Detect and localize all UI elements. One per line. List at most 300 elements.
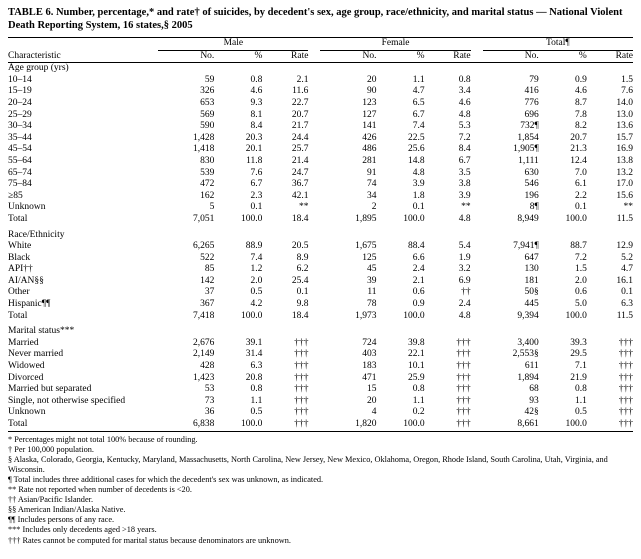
row-label: API†† bbox=[8, 264, 33, 275]
cell-total-pct: 100.0 bbox=[565, 213, 587, 224]
header-male-no: No. bbox=[200, 50, 215, 61]
cell-female-pct: 100.0 bbox=[403, 419, 425, 429]
table-row bbox=[8, 361, 633, 373]
cell-female-pct: 3.9 bbox=[412, 179, 425, 190]
cell-male-pct: 8.1 bbox=[250, 109, 263, 120]
cell-gap bbox=[308, 419, 320, 431]
cell-gap-2 bbox=[471, 214, 483, 226]
header-gap bbox=[308, 38, 320, 51]
cell-total-pct: 100.0 bbox=[565, 310, 587, 321]
cell-male-no: 162 bbox=[200, 190, 215, 201]
table-row bbox=[8, 144, 633, 156]
cell-female-pct: 0.2 bbox=[412, 407, 425, 418]
cell-male-pct: 20.8 bbox=[245, 372, 263, 383]
cell-female-pct: 1.1 bbox=[412, 74, 425, 85]
cell-female-rate: ††† bbox=[456, 337, 471, 348]
cell-gap-2 bbox=[471, 253, 483, 265]
cell-female-rate: ††† bbox=[456, 419, 471, 429]
table-row bbox=[8, 191, 633, 203]
cell-gap bbox=[308, 349, 320, 361]
cell-total-rate: 13.0 bbox=[616, 109, 633, 120]
cell-total-no: 79 bbox=[529, 74, 539, 85]
cell-total-no: 1,905¶ bbox=[513, 144, 539, 155]
cell-total-pct: 29.5 bbox=[570, 349, 587, 360]
cell-male-rate: 8.9 bbox=[296, 252, 309, 263]
cell-total-no: 416 bbox=[524, 86, 539, 97]
cell-male-pct: 88.9 bbox=[245, 241, 263, 252]
cell-female-no: 123 bbox=[362, 97, 377, 108]
footnote-item: ** Rate not reported when number of decedents is <20. bbox=[8, 485, 192, 495]
row-label: Married bbox=[8, 337, 39, 348]
cell-female-rate: 6.7 bbox=[458, 155, 471, 166]
cell-female-pct: 0.1 bbox=[412, 202, 425, 213]
cell-female-pct: 7.4 bbox=[412, 121, 425, 132]
cell-gap-2 bbox=[471, 144, 483, 156]
cell-total-pct: 5.0 bbox=[574, 299, 587, 310]
cell-female-no: 183 bbox=[362, 361, 377, 372]
cell-total-no: 696 bbox=[524, 109, 539, 120]
cell-female-pct: 25.6 bbox=[407, 144, 425, 155]
cell-total-pct: 0.1 bbox=[574, 202, 587, 213]
group-header-male: Male bbox=[158, 38, 308, 51]
cell-total-rate: 15.6 bbox=[616, 190, 633, 201]
footnote-item: ¶¶ Includes persons of any race. bbox=[8, 515, 115, 525]
cell-female-no: 281 bbox=[362, 155, 377, 166]
row-label: White bbox=[8, 241, 32, 252]
cell-total-rate: ** bbox=[623, 202, 633, 213]
cell-gap-2 bbox=[471, 86, 483, 98]
cell-male-rate: ††† bbox=[294, 407, 309, 418]
cell-male-rate: ** bbox=[298, 202, 309, 213]
cell-gap bbox=[308, 299, 320, 311]
cell-male-pct: 0.5 bbox=[250, 287, 263, 298]
cell-female-pct: 22.1 bbox=[407, 349, 425, 360]
cell-gap-2 bbox=[471, 373, 483, 385]
cell-total-rate: 0.1 bbox=[621, 287, 633, 298]
cell-female-pct: 0.6 bbox=[412, 287, 425, 298]
section-header-row bbox=[8, 326, 633, 338]
cell-total-rate: ††† bbox=[618, 337, 633, 348]
cell-gap-2 bbox=[471, 110, 483, 122]
cell-total-rate: 14.0 bbox=[616, 97, 633, 108]
cell-male-no: 1,423 bbox=[192, 372, 215, 383]
header-female-pct: % bbox=[416, 50, 425, 61]
cell-male-pct: 7.6 bbox=[250, 167, 263, 178]
row-label: 35–44 bbox=[8, 132, 32, 143]
cell-male-no: 73 bbox=[204, 395, 215, 406]
footnote-item: *** Includes only decedents aged >18 years. bbox=[8, 525, 157, 535]
cell-gap-2 bbox=[471, 241, 483, 253]
suicides-table bbox=[8, 37, 633, 432]
cell-female-no: 2 bbox=[371, 202, 377, 213]
cell-female-no: 45 bbox=[367, 264, 377, 275]
cell-male-no: 522 bbox=[200, 252, 215, 263]
cell-total-rate: ††† bbox=[618, 419, 633, 429]
table-row bbox=[8, 373, 633, 385]
row-label-total: Total bbox=[8, 419, 28, 429]
cell-female-rate: ††† bbox=[456, 361, 471, 372]
cell-male-no: 5 bbox=[209, 202, 215, 213]
cell-female-rate: ** bbox=[461, 202, 471, 213]
cell-gap bbox=[308, 168, 320, 180]
table-row bbox=[8, 98, 633, 110]
row-label: 25–29 bbox=[8, 109, 32, 120]
cell-male-pct: 0.5 bbox=[250, 407, 263, 418]
cell-male-rate: ††† bbox=[294, 395, 309, 406]
cell-female-rate: 0.8 bbox=[458, 74, 471, 85]
table-row bbox=[8, 86, 633, 98]
cell-total-no: 7,941¶ bbox=[513, 241, 539, 252]
cell-total-no: 93 bbox=[529, 395, 539, 406]
cell-male-rate: 18.4 bbox=[291, 310, 309, 321]
cell-female-pct: 6.5 bbox=[412, 97, 425, 108]
cell-gap bbox=[308, 110, 320, 122]
footnote-item: ††† Rates cannot be computed for marital status because denominators are unknown. bbox=[8, 535, 291, 545]
table-header bbox=[8, 38, 633, 63]
section-header-row bbox=[8, 63, 633, 75]
cell-male-no: 7,418 bbox=[192, 310, 215, 321]
cell-total-rate: 11.5 bbox=[616, 310, 633, 321]
cell-female-rate: 5.3 bbox=[458, 121, 471, 132]
section-header-row bbox=[8, 230, 633, 242]
cell-total-rate: 11.5 bbox=[616, 213, 633, 224]
cell-total-no: 8,661 bbox=[517, 419, 539, 429]
cell-female-no: 11 bbox=[367, 287, 377, 298]
cell-male-pct: 6.7 bbox=[250, 179, 263, 190]
cell-female-rate: 7.2 bbox=[458, 132, 471, 143]
cell-gap bbox=[308, 75, 320, 87]
cell-total-rate: 13.6 bbox=[616, 121, 633, 132]
cell-male-pct: 100.0 bbox=[241, 213, 263, 224]
cell-male-no: 2,676 bbox=[192, 337, 215, 348]
cell-total-no: 42§ bbox=[524, 407, 539, 418]
cell-male-no: 1,418 bbox=[192, 144, 215, 155]
cell-male-rate: ††† bbox=[294, 372, 309, 383]
cell-male-rate: 20.5 bbox=[291, 241, 309, 252]
cell-male-pct: 9.3 bbox=[250, 97, 263, 108]
cell-male-rate: 36.7 bbox=[291, 179, 309, 190]
header-gap-4 bbox=[471, 50, 483, 63]
header-gap-3 bbox=[308, 50, 320, 63]
row-label: 75–84 bbox=[8, 179, 32, 190]
row-label: Unknown bbox=[8, 407, 46, 418]
row-label: Hispanic¶¶ bbox=[8, 299, 51, 310]
cell-male-rate: ††† bbox=[294, 349, 309, 360]
cell-gap-2 bbox=[471, 191, 483, 203]
cell-total-rate: ††† bbox=[618, 361, 633, 372]
cell-male-pct: 2.0 bbox=[250, 275, 263, 286]
cell-gap bbox=[308, 86, 320, 98]
section-title-age-group: Age group (yrs) bbox=[8, 63, 69, 74]
table-row bbox=[8, 179, 633, 191]
cell-female-no: 125 bbox=[362, 252, 377, 263]
cell-gap-2 bbox=[471, 264, 483, 276]
cell-male-rate: 25.4 bbox=[291, 275, 309, 286]
row-label: Unknown bbox=[8, 202, 46, 213]
cell-male-pct: 8.4 bbox=[250, 121, 263, 132]
row-label: 10–14 bbox=[8, 74, 32, 85]
cell-total-pct: 7.8 bbox=[574, 109, 587, 120]
cell-gap-2 bbox=[471, 121, 483, 133]
cell-total-no: 3,400 bbox=[517, 337, 539, 348]
cell-total-rate: 15.7 bbox=[616, 132, 633, 143]
cell-female-pct: 10.1 bbox=[407, 361, 425, 372]
cell-gap-2 bbox=[471, 276, 483, 288]
row-label: 65–74 bbox=[8, 167, 32, 178]
cell-male-pct: 0.1 bbox=[250, 202, 263, 213]
cell-male-rate: 24.7 bbox=[291, 167, 309, 178]
cell-gap-2 bbox=[471, 75, 483, 87]
cell-total-pct: 7.0 bbox=[574, 167, 587, 178]
cell-gap bbox=[308, 311, 320, 323]
cell-female-no: 20 bbox=[367, 395, 377, 406]
table-row bbox=[8, 349, 633, 361]
cell-male-pct: 2.3 bbox=[250, 190, 263, 201]
row-label: Widowed bbox=[8, 361, 45, 372]
cell-male-no: 590 bbox=[200, 121, 215, 132]
cell-female-pct: 100.0 bbox=[403, 213, 425, 224]
cell-total-pct: 21.3 bbox=[570, 144, 587, 155]
row-label-total: Total bbox=[8, 310, 28, 321]
cell-gap-2 bbox=[471, 419, 483, 431]
cell-female-pct: 2.4 bbox=[412, 264, 425, 275]
row-label: Single, not otherwise specified bbox=[8, 395, 126, 406]
cell-total-rate: 16.1 bbox=[616, 275, 633, 286]
cell-female-rate: 2.4 bbox=[458, 299, 471, 310]
cell-female-rate: 4.8 bbox=[458, 213, 471, 224]
header-female-no: No. bbox=[362, 50, 377, 61]
table-row bbox=[8, 121, 633, 133]
row-label: 45–54 bbox=[8, 144, 32, 155]
cell-gap bbox=[308, 287, 320, 299]
cell-male-rate: 11.6 bbox=[292, 86, 309, 97]
cell-total-rate: ††† bbox=[618, 384, 633, 395]
cell-female-rate: 3.5 bbox=[458, 167, 471, 178]
cell-male-pct: 7.4 bbox=[250, 252, 263, 263]
cell-total-rate: ††† bbox=[618, 349, 633, 360]
section-title-marital-status: Marital status*** bbox=[8, 326, 75, 337]
table-row bbox=[8, 384, 633, 396]
cell-female-rate: 3.2 bbox=[458, 264, 471, 275]
cell-female-no: 1,820 bbox=[355, 419, 377, 429]
cell-total-pct: 1.1 bbox=[574, 395, 587, 406]
footnote-item: § Alaska, Colorado, Georgia, Kentucky, Maryland, Massachusetts, North Carolina, New Jersey, New Mexico, Oklahoma, Oregon, Rhode Island, South Carolina, Utah, Virginia, and Wisconsin. bbox=[8, 454, 608, 474]
footnote-item: † Per 100,000 population. bbox=[8, 444, 94, 454]
cell-total-no: 630 bbox=[524, 167, 539, 178]
table-row bbox=[8, 75, 633, 87]
cell-female-rate: 1.9 bbox=[458, 252, 471, 263]
cell-total-pct: 0.9 bbox=[574, 74, 587, 85]
table-row bbox=[8, 202, 633, 214]
cell-female-rate: 4.8 bbox=[458, 109, 471, 120]
cell-male-rate: 20.7 bbox=[291, 109, 309, 120]
row-label: Divorced bbox=[8, 372, 44, 383]
cell-total-pct: 0.8 bbox=[574, 384, 587, 395]
cell-female-rate: ††† bbox=[456, 372, 471, 383]
cell-female-pct: 22.5 bbox=[407, 132, 425, 143]
cell-female-no: 724 bbox=[362, 337, 377, 348]
cell-male-pct: 6.3 bbox=[250, 361, 263, 372]
cell-female-no: 1,895 bbox=[355, 213, 377, 224]
cell-male-no: 1,428 bbox=[192, 132, 215, 143]
cell-male-pct: 0.8 bbox=[250, 384, 263, 395]
cell-total-no: 130 bbox=[524, 264, 539, 275]
cell-male-no: 367 bbox=[200, 299, 215, 310]
cell-gap bbox=[308, 191, 320, 203]
cell-male-no: 142 bbox=[200, 275, 215, 286]
cell-male-pct: 31.4 bbox=[245, 349, 263, 360]
header-male-pct: % bbox=[254, 50, 263, 61]
cell-male-rate: 25.7 bbox=[291, 144, 309, 155]
cell-male-rate: ††† bbox=[294, 419, 309, 429]
cell-gap-2 bbox=[471, 396, 483, 408]
cell-gap bbox=[308, 121, 320, 133]
cell-female-rate: 3.9 bbox=[458, 190, 471, 201]
cell-gap bbox=[308, 241, 320, 253]
cell-total-pct: 100.0 bbox=[565, 419, 587, 429]
cell-male-no: 37 bbox=[204, 287, 215, 298]
cell-female-no: 20 bbox=[367, 74, 377, 85]
cell-male-rate: ††† bbox=[294, 361, 309, 372]
cell-female-no: 486 bbox=[362, 144, 377, 155]
cell-gap bbox=[308, 384, 320, 396]
cell-gap bbox=[308, 373, 320, 385]
cell-female-no: 4 bbox=[371, 407, 377, 418]
cell-female-rate: 3.4 bbox=[458, 86, 471, 97]
cell-female-no: 1,973 bbox=[355, 310, 377, 321]
cell-male-no: 85 bbox=[204, 264, 215, 275]
cell-total-rate: 7.6 bbox=[621, 86, 633, 97]
table-row bbox=[8, 133, 633, 145]
cell-male-rate: ††† bbox=[294, 337, 309, 348]
cell-male-pct: 100.0 bbox=[241, 310, 263, 321]
cell-female-no: 403 bbox=[362, 349, 377, 360]
cell-total-pct: 0.6 bbox=[574, 287, 587, 298]
cell-total-rate: 5.2 bbox=[621, 252, 633, 263]
cell-total-no: 8,949 bbox=[517, 213, 539, 224]
header-gap-2 bbox=[471, 38, 483, 51]
header-spacer bbox=[8, 38, 158, 51]
table-row bbox=[8, 253, 633, 265]
cell-female-pct: 6.6 bbox=[412, 252, 425, 263]
cell-female-pct: 39.8 bbox=[407, 337, 425, 348]
cell-female-no: 1,675 bbox=[355, 241, 377, 252]
cell-male-no: 59 bbox=[204, 74, 215, 85]
cell-male-rate: 22.7 bbox=[291, 97, 309, 108]
cell-gap-2 bbox=[471, 168, 483, 180]
cell-gap bbox=[308, 338, 320, 350]
cell-total-pct: 4.6 bbox=[574, 86, 587, 97]
footnotes bbox=[8, 435, 633, 546]
cell-female-rate: 4.8 bbox=[458, 310, 471, 321]
header-female-rate: Rate bbox=[453, 50, 471, 61]
cell-total-no: 68 bbox=[529, 384, 539, 395]
page-title: TABLE 6. Number, percentage,* and rate† of suicides, by decedent's sex, age group, race/ethnicity, and marital status — National Violent Death Reporting System, 16 states,§ 2005 bbox=[8, 7, 623, 31]
cell-total-rate: 6.3 bbox=[621, 299, 633, 310]
cell-total-pct: 0.5 bbox=[574, 407, 587, 418]
cell-male-rate: 9.8 bbox=[296, 299, 309, 310]
cell-total-no: 1,854 bbox=[517, 132, 539, 143]
table-row bbox=[8, 299, 633, 311]
cell-male-pct: 100.0 bbox=[241, 419, 263, 429]
cell-female-rate: 4.6 bbox=[458, 97, 471, 108]
cell-total-no: 50§ bbox=[524, 287, 539, 298]
cell-male-no: 569 bbox=[200, 109, 215, 120]
cell-male-no: 36 bbox=[204, 407, 215, 418]
cell-gap-2 bbox=[471, 407, 483, 419]
cell-female-pct: 25.9 bbox=[407, 372, 425, 383]
cell-total-no: 445 bbox=[524, 299, 539, 310]
cell-female-rate: 3.8 bbox=[458, 179, 471, 190]
cell-female-no: 141 bbox=[362, 121, 377, 132]
cell-total-no: 647 bbox=[524, 252, 539, 263]
cell-gap bbox=[308, 156, 320, 168]
cell-female-rate: ††† bbox=[456, 384, 471, 395]
cell-male-no: 830 bbox=[200, 155, 215, 166]
cell-male-rate: 21.4 bbox=[291, 155, 309, 166]
cell-male-no: 6,838 bbox=[192, 419, 215, 429]
cell-female-pct: 0.8 bbox=[412, 384, 425, 395]
row-label: 55–64 bbox=[8, 155, 32, 166]
cell-gap-2 bbox=[471, 179, 483, 191]
cell-total-rate: ††† bbox=[618, 407, 633, 418]
cell-total-no: 2,553§ bbox=[512, 349, 539, 360]
row-label: 15–19 bbox=[8, 86, 32, 97]
cell-gap-2 bbox=[471, 349, 483, 361]
cell-total-rate: 4.7 bbox=[621, 264, 633, 275]
table-row bbox=[8, 264, 633, 276]
cell-total-pct: 12.4 bbox=[570, 155, 587, 166]
cell-total-rate: ††† bbox=[618, 395, 633, 406]
cell-male-rate: 18.4 bbox=[291, 213, 309, 224]
table-row bbox=[8, 396, 633, 408]
cell-male-no: 653 bbox=[200, 97, 215, 108]
cell-total-rate: 16.9 bbox=[616, 144, 633, 155]
cell-male-rate: ††† bbox=[294, 384, 309, 395]
row-label: Black bbox=[8, 252, 31, 263]
cell-gap bbox=[308, 202, 320, 214]
cell-male-no: 472 bbox=[200, 179, 215, 190]
header-total-rate: Rate bbox=[615, 50, 633, 61]
cell-total-rate: 17.0 bbox=[616, 179, 633, 190]
group-header-female: Female bbox=[320, 38, 470, 51]
cell-female-no: 471 bbox=[362, 372, 377, 383]
cell-total-no: 546 bbox=[524, 179, 539, 190]
cell-male-pct: 4.6 bbox=[250, 86, 263, 97]
table-row bbox=[8, 338, 633, 350]
header-total-pct: % bbox=[578, 50, 587, 61]
cell-male-rate: 42.1 bbox=[291, 190, 309, 201]
cell-gap bbox=[308, 133, 320, 145]
cell-gap-2 bbox=[471, 311, 483, 323]
table-row bbox=[8, 287, 633, 299]
cell-total-no: 1,894 bbox=[517, 372, 539, 383]
cell-gap-2 bbox=[471, 384, 483, 396]
cell-gap bbox=[308, 214, 320, 226]
cell-female-no: 127 bbox=[362, 109, 377, 120]
cell-female-no: 15 bbox=[367, 384, 377, 395]
cell-female-rate: ††† bbox=[456, 395, 471, 406]
section-title-race-ethnicity: Race/Ethnicity bbox=[8, 229, 65, 240]
header-total-no: No. bbox=[524, 50, 539, 61]
cell-female-pct: 14.8 bbox=[407, 155, 425, 166]
section-total-row bbox=[8, 214, 633, 226]
footnote-item: §§ American Indian/Alaska Native. bbox=[8, 505, 126, 515]
cell-total-no: 181 bbox=[524, 275, 539, 286]
cell-female-rate: ††† bbox=[456, 407, 471, 418]
cell-female-pct: 6.7 bbox=[412, 109, 425, 120]
cell-total-rate: 1.5 bbox=[621, 74, 633, 85]
